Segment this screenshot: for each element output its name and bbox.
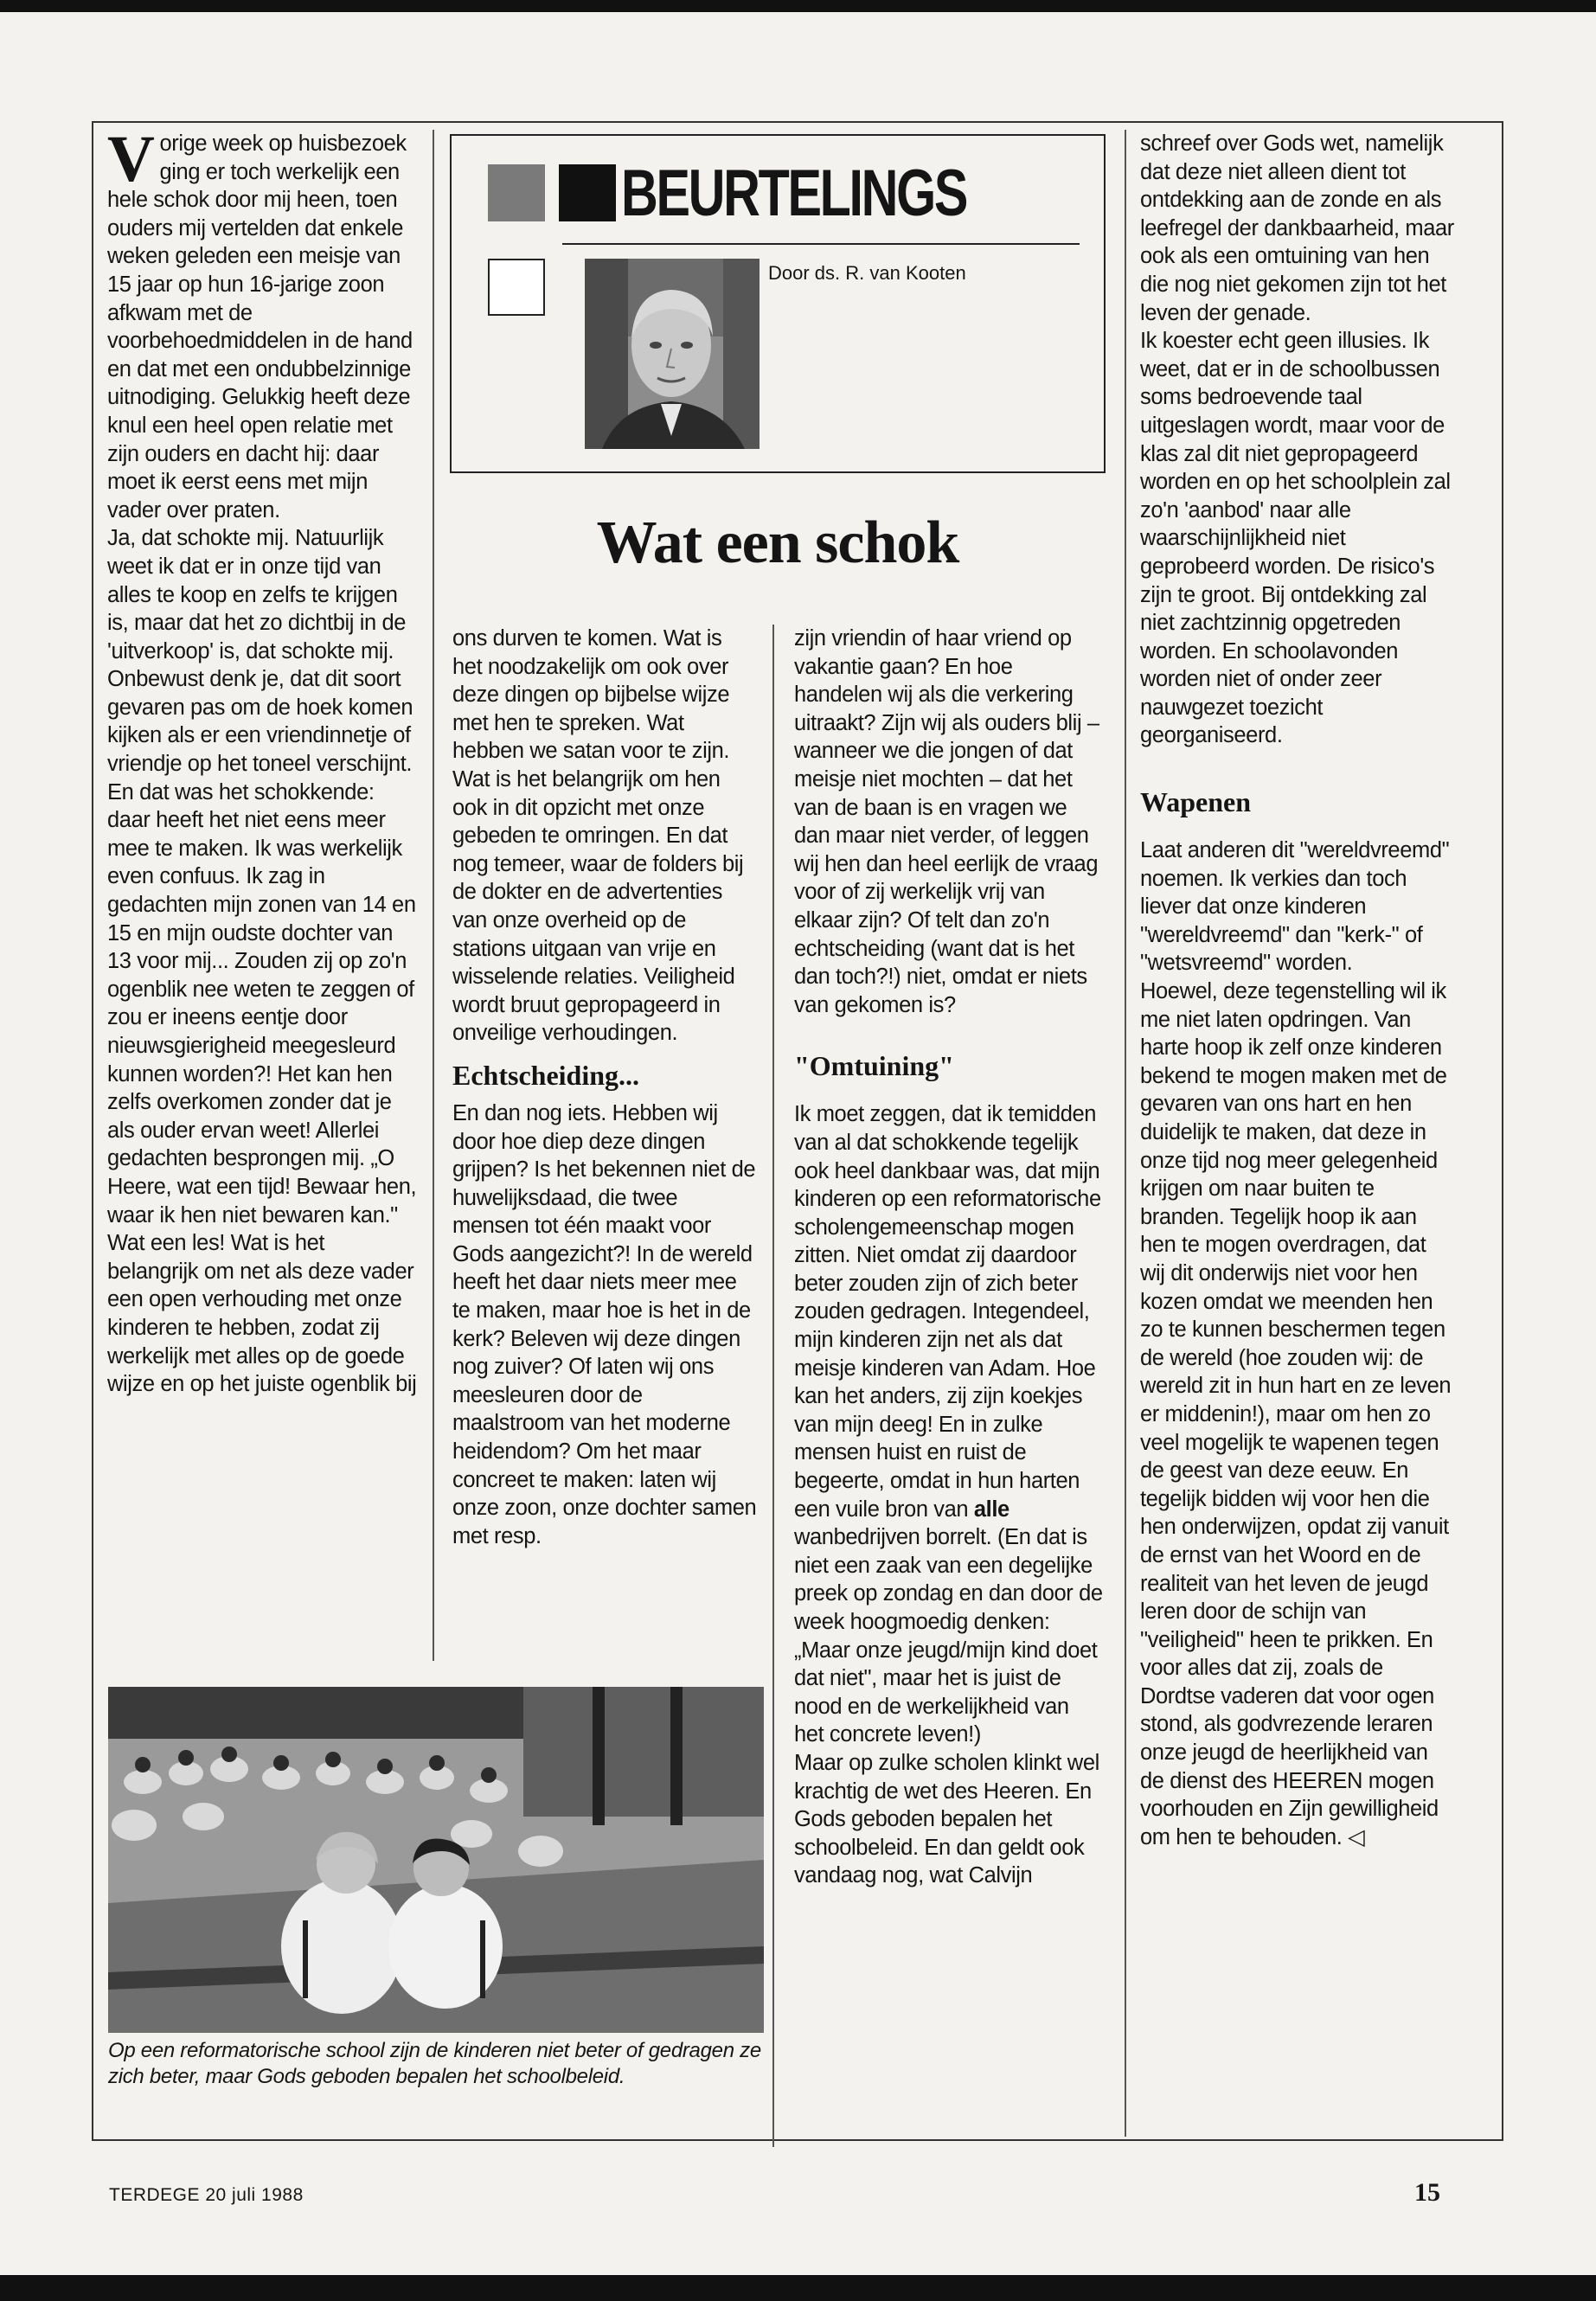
page-number: 15 [1414, 2178, 1440, 2207]
article-column-2 [452, 625, 757, 1550]
paragraph: Wat een les! Wat is het belangrijk om net als deze vader een open verhouding met onze kinderen te hebben, zodat zij werkelijk met alles op de goede wijze en op het juiste ogenblik bij [107, 1231, 417, 1397]
article-column-3 [794, 625, 1104, 1890]
paragraph: En dat was het schokkende: daar heeft het niet eens meer mee te maken. Ik was werkelijk even confuus. Ik zag in gedachten mijn zonen van 14 en 15 en mijn oudste dochter van 13 voor mij... Zouden zij op zo'n ogenblik nee weten te zeggen of zou er ineens eentje door nieuwsgierigheid meegesleurd kunnen worden?! Het kan hen zelfs overkomen zonder dat je als ouder ervan weet! Allerlei gedachten besprongen mij. „O Heere, wat een tijd! Bewaar hen, waar ik hen niet bewaren kan." [107, 779, 417, 1227]
paragraph: schreef over Gods wet, namelijk dat deze niet alleen dient tot ontdekking aan de zonde en als leefregel der dankbaarheid, maar ook als een omtuining van hen die nog niet gekomen zijn tot het leven der genade. [1140, 131, 1454, 325]
article-headline: Wat een schok [596, 510, 959, 576]
column-header-box [450, 134, 1106, 473]
subheading: "Omtuining" [794, 1050, 954, 1082]
column-rule [433, 130, 434, 1661]
article-column-1 [107, 123, 420, 1399]
header-rule [562, 243, 1080, 245]
paragraph: Ik koester echt geen illusies. Ik weet, dat er in de schoolbussen soms bedroevende taal uitgeslagen wordt, maar voor de klas zal dit niet gepropageerd worden en op het schoolplein zal zo'n 'aanbod' naar alle waarschijnlijkheid niet geprobeerd worden. De risico's zijn te groot. Bij ontdekking zal niet zachtzinnig opgetreden worden. En schoolavonden worden niet of onder zeer nauwgezet toezicht georganiseerd. [1140, 329, 1451, 748]
paragraph-text: Ik moet zeggen, dat ik temidden van al dat schokkende tegelijk ook heel dankbaar was, dat mijn kinderen op een reformatorische scholengemeenschap mogen zitten. Niet omdat zij daardoor beter zouden zijn of zich beter zouden gedragen. Integendeel, mijn kinderen zijn net als dat meisje kinderen van Adam. Hoe kan het anders, zij zijn koekjes van mijn deeg! En in zulke mensen huist en ruist de begeerte, omdat in hun harten een vuile bron van [794, 1102, 1101, 1522]
paragraph [794, 1100, 1104, 1749]
paragraph: zijn vriendin of haar vriend op vakantie gaan? En hoe handelen wij als die verkering uitraakt? Zijn wij als ouders blij – wanneer we die jongen of dat meisje niet mochten – dat het van de baan is en vragen we dan maar niet verder, of leggen wij hen dan heel eerlijk de vraag voor of zij werkelijk vrij van elkaar zijn? Of telt dan zo'n echtscheiding (want dat is het dan toch?!) niet, omdat er niets van gekomen is? [794, 626, 1099, 1017]
outline-square-ornament [488, 259, 545, 316]
author-portrait [585, 259, 760, 449]
column-kicker: BEURTELINGS [621, 157, 967, 230]
paragraph-text: orige week op huisbezoek ging er toch werkelijk een hele schok door mij heen, toen ouders mij vertelden dat enkele weken geleden een meisje van 15 jaar op hun 16-jarige zoon afkwam met de voorbehoedmiddelen in de hand en dat met een ondubbelzinnige uitnodiging. Gelukkig heeft deze knul een heel open relatie met zijn ouders en dacht hij: daar moet ik eerst eens met mijn vader over praten. [107, 131, 413, 522]
column-rule [1125, 130, 1126, 2137]
paragraph: ons durven te komen. Wat is het noodzakelijk om ook over deze dingen op bijbelse wijze met hen te spreken. Wat hebben we satan voor te zijn. [452, 626, 730, 764]
schoolyard-photo [108, 1687, 764, 2033]
grey-square-ornament [488, 164, 545, 221]
paragraph [107, 123, 420, 524]
paragraph: Laat anderen dit "wereldvreemd" noemen. Ik verkies dan toch liever dat onze kinderen "wereldvreemd" dan "kerk-" of "wetsvreemd" worden. [1140, 838, 1450, 976]
drop-cap: V [107, 123, 155, 195]
byline: Door ds. R. van Kooten [768, 262, 966, 284]
paragraph: Hoewel, deze tegenstelling wil ik me niet laten opdringen. Van harte hoop ik zelf onze kinderen bekend te mogen maken met de gevaren van ons hart en hen duidelijk te maken, dat deze in onze tijd nog meer gelegenheid krijgen om naar buiten te branden. Tegelijk hoop ik aan hen te mogen overdragen, dat wij dit onderwijs niet voor hen kozen omdat we meenden hen zo te kunnen beschermen tegen de wereld (hoe zouden wij: de wereld zit in hun hart en ze leven er middenin!), maar om hen zo veel mogelijk te wapenen tegen de geest van deze eeuw. En tegelijk bidden wij voor hen die hen onderwijzen, opdat zij vanuit de ernst van het Woord en de realiteit van het leven de jeugd leren door de schijn van "veiligheid" heen te prikken. En voor alles dat zij, zoals de Dordtse vaderen dat voor ogen stond, als godvrezende leraren onze jeugd de heerlijkheid van de dienst des HEEREN mogen voorhouden en Zijn gewilligheid om hen te behouden. ◁ [1140, 979, 1452, 1849]
article-column-4 [1140, 130, 1455, 1851]
subheading: Echtscheiding... [452, 1059, 640, 1091]
column-rule [772, 625, 774, 2147]
black-square-ornament [559, 164, 616, 221]
paragraph: Wat is het belangrijk om hen ook in dit opzicht met onze gebeden te omringen. En dat nog temeer, waar de folders bij de dokter en de advertenties van onze overheid op de stations uitgaan van vrije en wisselende relaties. Veiligheid wordt bruut gepropageerd in onveilige verhoudingen. [452, 766, 744, 1046]
scan-edge-bottom [0, 2275, 1596, 2301]
subheading: Wapenen [1140, 786, 1252, 818]
photo-caption: Op een reformatorische school zijn de kinderen niet beter of gedragen ze zich beter, maar Gods geboden bepalen het schoolbeleid. [108, 2039, 761, 2088]
scan-edge-top [0, 0, 1596, 12]
emphasis-text: alle [973, 1497, 1010, 1522]
publication-footer: TERDEGE 20 juli 1988 [109, 2185, 304, 2205]
paragraph: Maar op zulke scholen klinkt wel krachtig de wet des Heeren. En Gods geboden bepalen het schoolbeleid. En dan geldt ook vandaag nog, wat Calvijn [794, 1750, 1099, 1888]
paragraph-text: wanbedrijven borrelt. (En dat is niet een zaak van een degelijke preek op zondag en dan door de week hoogmoedig denken: „Maar onze jeugd/mijn kind doet dat niet", maar het is juist de nood en de werkelijkheid van het concrete leven!) [794, 1525, 1103, 1747]
paragraph: En dan nog iets. Hebben wij door hoe diep deze dingen grijpen? Is het bekennen niet de huwelijksdaad, die twee mensen tot één maakt voor Gods aangezicht?! In de wereld heeft het daar niets meer mee te maken, maar hoe is het in de kerk? Beleven wij deze dingen nog zuiver? Of laten wij ons meesleuren door de maalstroom van het moderne heidendom? Om het maar concreet te maken: laten wij onze zoon, onze dochter samen met resp. [452, 1100, 757, 1548]
paragraph: Ja, dat schokte mij. Natuurlijk weet ik dat er in onze tijd van alles te koop en zelfs te krijgen is, maar dat het zo dichtbij in de 'uitverkoop' is, dat schokte mij. Onbewust denk je, dat dit soort gevaren pas om de hoek komen kijken als er een vriendinnetje of vriendje op het toneel verschijnt. [107, 526, 413, 777]
